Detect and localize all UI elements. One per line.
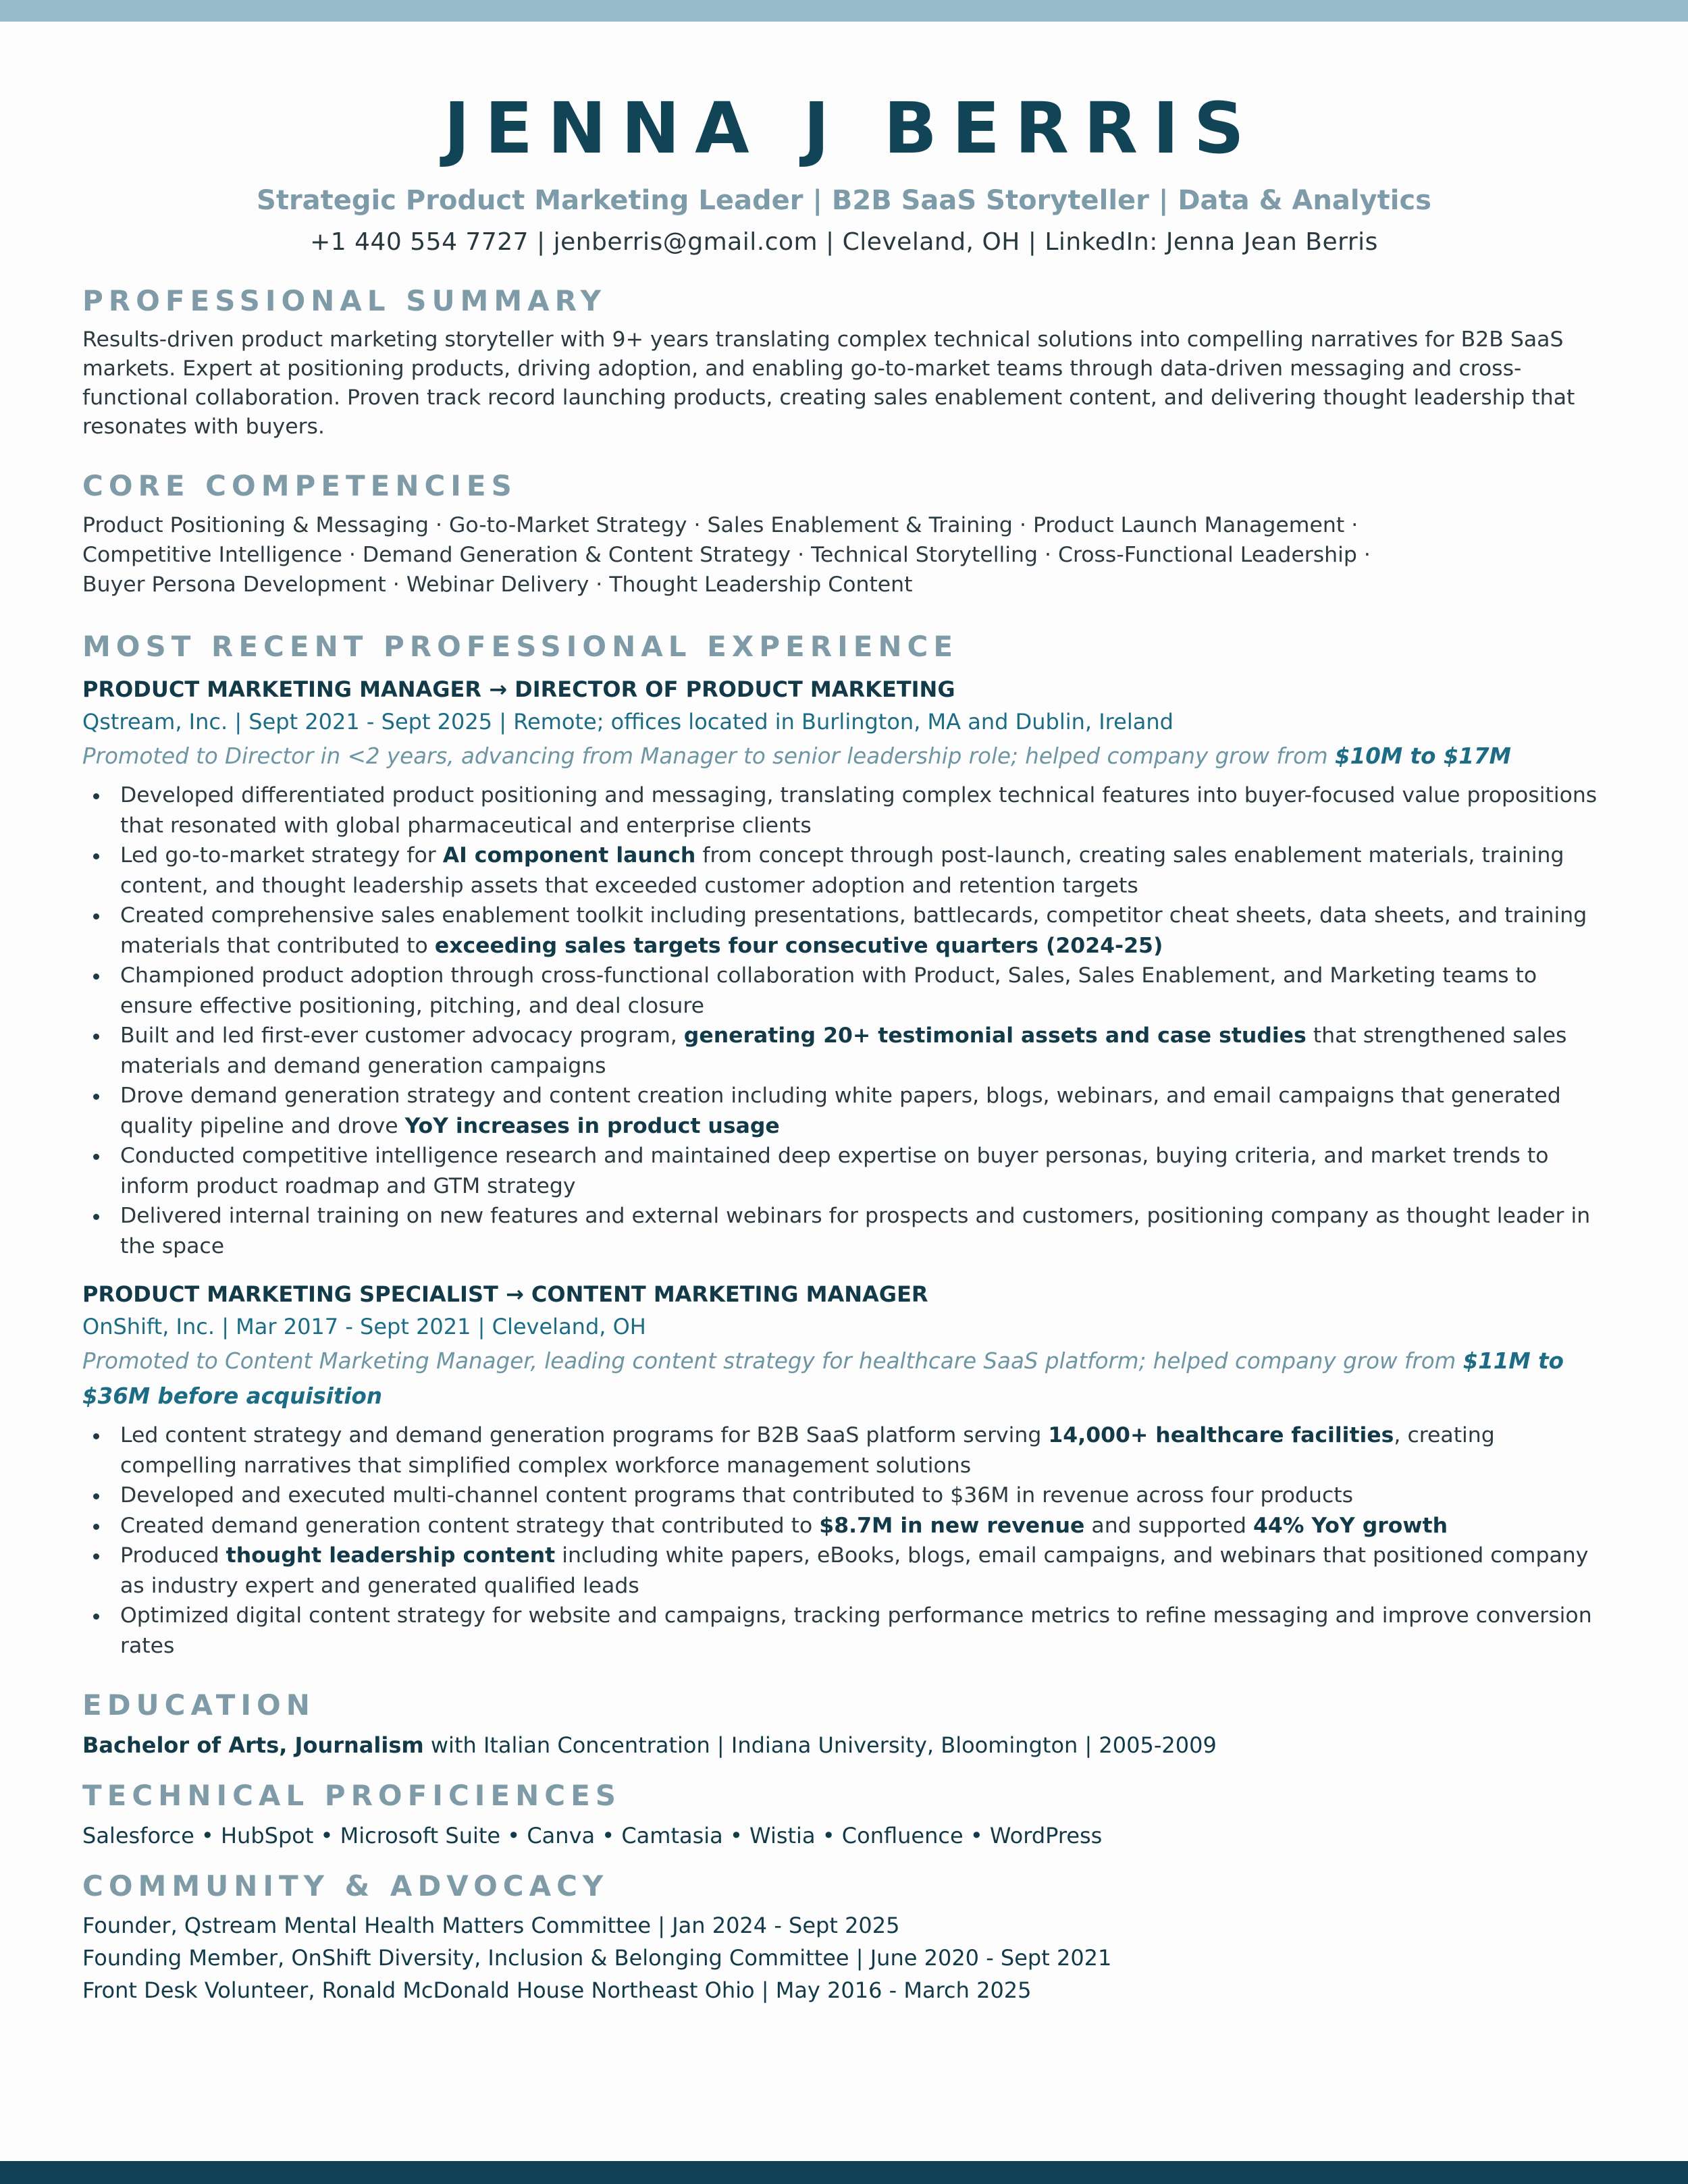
- competency-item: Thought Leadership Content: [609, 572, 913, 597]
- job-bullets: [82, 1420, 1606, 1661]
- education-entry: [82, 1730, 1606, 1761]
- bottom-accent-bar: [0, 2161, 1688, 2184]
- competency-item: Competitive Intelligence: [82, 543, 342, 567]
- bullet-item: Created demand generation content strategy that contributed to $8.7M in new revenue and supported 44% YoY growth: [120, 1511, 1606, 1541]
- job-company-meta: Qstream, Inc. | Sept 2021 - Sept 2025 | Remote; offices located in Burlington, MA and Dublin, Ireland: [82, 709, 1173, 735]
- resume-page: [82, 88, 1606, 2006]
- competency-item: Webinar Delivery: [406, 572, 589, 597]
- job-entry: [82, 674, 1606, 1261]
- section-title-community: COMMUNITY & ADVOCACY: [82, 1869, 609, 1902]
- section-title-competencies: CORE COMPETENCIES: [82, 469, 517, 502]
- contact-line: +1 440 554 7727 | jenberris@gmail.com | Cleveland, OH | LinkedIn: Jenna Jean Berris: [310, 228, 1378, 256]
- job-promotion-note: [82, 739, 1606, 774]
- competency-item: Go-to-Market Strategy: [449, 513, 687, 537]
- community-entry: Front Desk Volunteer, Ronald McDonald House Northeast Ohio | May 2016 - March 2025: [82, 1977, 1032, 2003]
- summary-section: [82, 284, 1606, 442]
- summary-text: Results-driven product marketing storyteller with 9+ years translating complex technical solutions into compelling narratives for B2B SaaS markets. Expert at positioning products, driving adoption, and enabling go-to-market teams through data-driven messaging and cross-functional collaboration. Proven track record launching products, creating sales enablement content, and delivering thought leadership that resonates with buyers.: [82, 327, 1575, 439]
- job-promotion-note: [82, 1343, 1606, 1414]
- job-entry: [82, 1279, 1606, 1661]
- section-title-technical: TECHNICAL PROFICIENCES: [82, 1779, 622, 1812]
- bullet-item: Led go-to-market strategy for AI component launch from concept through post-launch, creating sales enablement materials, training content, and thought leadership assets that exceeded customer adoption and retention targets: [120, 841, 1606, 901]
- degree-details: with Italian Concentration | Indiana University, Bloomington | 2005-2009: [423, 1732, 1217, 1758]
- section-title-experience: MOST RECENT PROFESSIONAL EXPERIENCE: [82, 630, 959, 663]
- experience-section: [82, 629, 1606, 1661]
- competency-item: Demand Generation & Content Strategy: [362, 543, 791, 567]
- competency-item: Product Positioning & Messaging: [82, 513, 429, 537]
- bullet-item: Drove demand generation strategy and content creation including white papers, blogs, webinars, and email campaigns that generated quality pipeline and drove YoY increases in product usage: [120, 1081, 1606, 1141]
- bullet-item: Delivered internal training on new features and external webinars for prospects and customers, positioning company as thought leader in the space: [120, 1201, 1606, 1261]
- bullet-item: Developed differentiated product positioning and messaging, translating complex technical features into buyer-focused value propositions that resonated with global pharmaceutical and enterprise clients: [120, 780, 1606, 841]
- competency-item: Sales Enablement & Training: [707, 513, 1013, 537]
- competency-item: Technical Storytelling: [811, 543, 1038, 567]
- bullet-item: Led content strategy and demand generation programs for B2B SaaS platform serving 14,000+ healthcare facilities, creating compelling narratives that simplified complex workforce management solutions: [120, 1420, 1606, 1481]
- competency-item: Buyer Persona Development: [82, 572, 386, 597]
- community-section: [82, 1869, 1606, 2006]
- bullet-item: Created comprehensive sales enablement toolkit including presentations, battlecards, competitor cheat sheets, data sheets, and training materials that contributed to exceeding sales targets four consecutive quarters (2024-25): [120, 901, 1606, 961]
- bullet-item: Produced thought leadership content including white papers, eBooks, blogs, email campaigns, and webinars that positioned company as industry expert and generated qualified leads: [120, 1541, 1606, 1601]
- bullet-item: Developed and executed multi-channel content programs that contributed to $36M in revenue across four products: [120, 1481, 1606, 1511]
- candidate-name: JENNA J BERRIS: [444, 87, 1259, 169]
- bullet-item: Optimized digital content strategy for website and campaigns, tracking performance metrics to refine messaging and improve conversion rates: [120, 1601, 1606, 1661]
- job-bullets: [82, 780, 1606, 1261]
- competency-list: Product Positioning & Messaging · Go-to-Market Strategy · Sales Enablement & Training · Product Launch Management · Competitive Intelligence · Demand Generation & Content Strategy · Technical Storytelling · Cross-Functional Leadership · Buyer Persona Development · Webinar Delivery · Thought Leadership Content: [82, 513, 1371, 597]
- top-accent-bar: [0, 0, 1688, 22]
- job-note-highlight: $10M to $17M: [1335, 743, 1511, 769]
- section-title-summary: PROFESSIONAL SUMMARY: [82, 284, 607, 317]
- job-title: PRODUCT MARKETING SPECIALIST → CONTENT MARKETING MANAGER: [82, 1281, 928, 1307]
- job-note-highlight: $11M to $36M before acquisition: [82, 1348, 1564, 1409]
- bullet-item: Championed product adoption through cross-functional collaboration with Product, Sales, Sales Enablement, and Marketing teams to ensure effective positioning, pitching, and deal closure: [120, 961, 1606, 1021]
- community-entry: Founding Member, OnShift Diversity, Inclusion & Belonging Committee | June 2020 - Sept 2021: [82, 1945, 1112, 1971]
- competencies-section: [82, 469, 1606, 600]
- degree-name: Bachelor of Arts, Journalism: [82, 1732, 424, 1758]
- bullet-item: Conducted competitive intelligence research and maintained deep expertise on buyer personas, buying criteria, and market trends to inform product roadmap and GTM strategy: [120, 1141, 1606, 1201]
- job-title: PRODUCT MARKETING MANAGER → DIRECTOR OF PRODUCT MARKETING: [82, 676, 955, 702]
- job-company-meta: OnShift, Inc. | Mar 2017 - Sept 2021 | Cleveland, OH: [82, 1314, 646, 1339]
- job-note-text: Promoted to Director in <2 years, advancing from Manager to senior leadership role; helped company grow from: [82, 743, 1336, 769]
- technical-section: [82, 1778, 1606, 1851]
- community-entry: Founder, Qstream Mental Health Matters Committee | Jan 2024 - Sept 2025: [82, 1913, 900, 1938]
- job-note-text: Promoted to Content Marketing Manager, leading content strategy for healthcare SaaS platform; helped company grow from: [82, 1348, 1463, 1374]
- education-section: [82, 1688, 1606, 1761]
- competency-item: Cross-Functional Leadership: [1057, 543, 1357, 567]
- competency-item: Product Launch Management: [1032, 513, 1345, 537]
- headline-tagline: Strategic Product Marketing Leader | B2B SaaS Storyteller | Data & Analytics: [257, 185, 1431, 216]
- bullet-item: Built and led first-ever customer advocacy program, generating 20+ testimonial assets and case studies that strengthened sales materials and demand generation campaigns: [120, 1021, 1606, 1081]
- technical-list: Salesforce • HubSpot • Microsoft Suite • Canva • Camtasia • Wistia • Confluence • WordPress: [82, 1823, 1103, 1848]
- section-title-education: EDUCATION: [82, 1688, 315, 1722]
